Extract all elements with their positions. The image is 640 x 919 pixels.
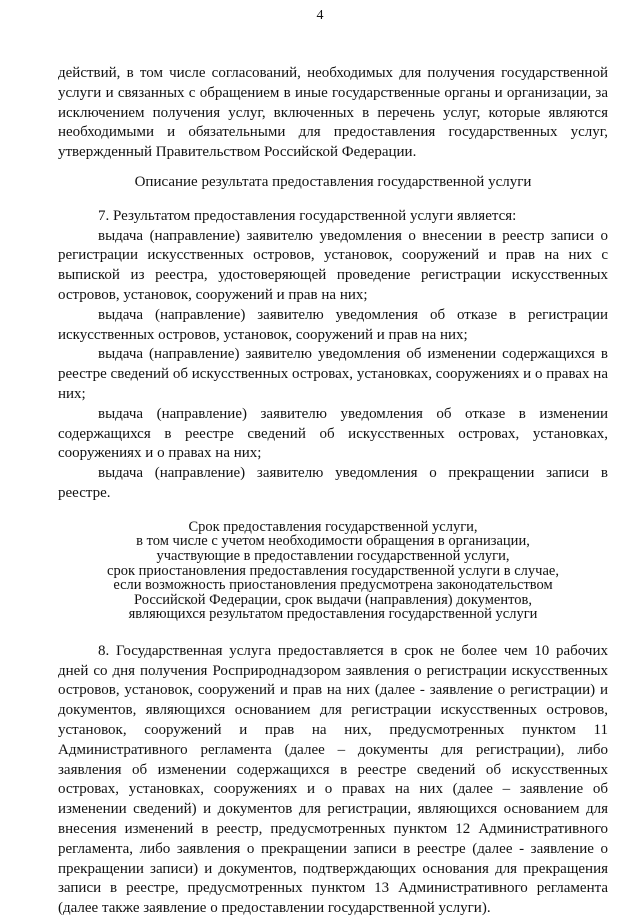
result-paragraph: выдача (направление) заявителю уведомления об отказе в регистрации искусственных островов, установок, сооружений и прав на них; <box>58 306 608 343</box>
term-heading-line: если возможность приостановления предусмотрена законодательством <box>113 577 553 594</box>
section-heading-term <box>58 520 608 622</box>
term-heading-line: в том числе с учетом необходимости обращения в организации, <box>136 533 530 550</box>
term-heading-line: Российской Федерации, срок выдачи (направления) документов, <box>134 591 532 608</box>
result-paragraph: выдача (направление) заявителю уведомления о внесении в реестр записи о регистрации искусственных островов, установок, сооружений и прав на них с выпиской из реестра, удостоверяющей проведение регистрации искусственных островов, установок, сооружений и прав на них; <box>58 227 608 303</box>
term-heading-line: Срок предоставления государственной услуги, <box>188 518 478 535</box>
term-heading-line: являющихся результатом предоставления государственной услуги <box>128 606 538 623</box>
result-paragraph: выдача (направление) заявителю уведомления об изменении содержащихся в реестре сведений об искусственных островах, установках, сооружениях и о правах на них; <box>58 346 608 402</box>
term-heading-line: участвующие в предоставлении государственной услуги, <box>156 547 510 564</box>
term-paragraph: 8. Государственная услуга предоставляется в срок не более чем 10 рабочих дней со дня получения Росприроднадзором заявления о регистрации искусственных островов, установок, сооружений и прав на них (далее - заявление о регистрации) и документов, являющихся основанием для регистрации искусственных островов, установок, сооружений и прав на них, предусмотренных пунктом 11 Административного регламента (далее – документы для регистрации), либо заявления об изменении содержащихся в реестре сведений об искусственных островах, установках, сооружениях и о правах на них (далее – заявление об изменении сведений) и документов для регистрации, являющихся основанием для внесения изменений в реестр, предусмотренных пунктом 12 Административного регламента, либо заявления о прекращении записи в реестре (далее - заявление о прекращении записи) и документов, подтверждающих основания для прекращения записи в реестре, предусмотренных пунктом 13 Административного регламента (далее также заявление о предоставлении государственной услуги). <box>58 642 608 917</box>
term-heading-line: срок приостановления предоставления государственной услуги в случае, <box>107 562 559 579</box>
page-number: 4 <box>316 8 324 23</box>
intro-paragraph: действий, в том числе согласований, необходимых для получения государственной услуги и связанных с обращением в иные государственные органы и организации, за исключением получения услуг, включенных в перечень услуг, которые являются необходимыми и обязательными для предоставления государственных услуг, утвержденный Правительством Российской Федерации. <box>58 65 608 161</box>
section-heading-result: Описание результата предоставления государственной услуги <box>134 173 532 190</box>
result-paragraph: выдача (направление) заявителю уведомления о прекращении записи в реестре. <box>58 465 608 501</box>
document-body <box>58 64 608 919</box>
result-paragraph: 7. Результатом предоставления государственной услуги является: <box>98 207 517 224</box>
result-paragraph: выдача (направление) заявителю уведомления об отказе в изменении содержащихся в реестре сведений об искусственных островах, установках, сооружениях и о правах на них; <box>58 405 608 462</box>
